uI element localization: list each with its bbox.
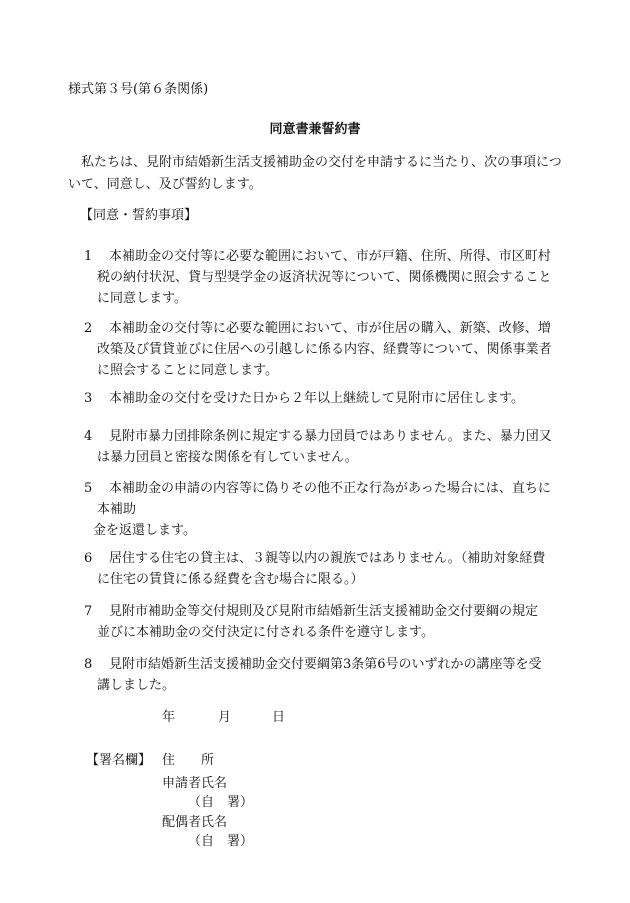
list-item [84,318,568,381]
item-text: 見附市結婚新生活支援補助金交付要綱第3条第6号のいずれかの講座等を受 [109,657,542,672]
applicant-name-label: 申請者氏名 [162,776,228,791]
date-year-label: 年 [162,710,176,725]
list-item [84,548,568,590]
item-text: 金を返還します。 [93,523,196,538]
signature-section-label: 【署名欄】 [86,753,152,768]
item-text: に照会することに同意します。 [97,363,278,378]
list-item [84,246,568,309]
item-text: に住宅の賃貸に係る経費を含む場合に限る。） [97,572,364,587]
item-text: 本補助金の交付等に必要な範囲において、市が戸籍、住所、所得、市区町村 [109,249,551,264]
spouse-name-label: 配偶者氏名 [162,815,228,830]
item-number: 2 [84,321,93,336]
list-item [84,601,568,643]
list-item [84,388,568,409]
item-number: 7 [84,604,93,619]
date-month-label: 月 [218,710,232,725]
item-number: 5 [84,481,93,496]
item-number: 8 [84,657,93,672]
item-number: 1 [84,249,93,264]
item-text: は暴力団員と密接な関係を有していません。 [97,450,358,465]
applicant-signature-note: （自 署） [188,795,254,810]
item-text: 見附市暴力団排除条例に規定する暴力団員ではありません。また、暴力団又 [109,429,552,444]
item-text: 本補助金の交付を受けた日から２年以上継続して見附市に居住します。 [109,391,524,406]
item-number: 3 [84,391,93,406]
item-text: 並びに本補助金の交付決定に付される条件を遵守します。 [97,625,434,640]
item-text: 改築及び賃貸並びに住居への引越しに係る内容、経費等について、関係事業者 [97,342,552,357]
form-number: 様式第３号(第６条関係) [68,82,209,97]
item-number: 4 [84,429,93,444]
section-heading: 【同意・誓約事項】 [80,208,198,223]
item-text: 本補助 [97,502,137,517]
list-item [84,654,568,696]
intro-paragraph: 私たちは、見附市結婚新生活支援補助金の交付を申請するに当たり、次の事項について、同意し、及び誓約します。 [68,155,562,192]
item-text: 居住する住宅の貸主は、３親等以内の親族ではありません。（補助対象経費 [109,551,546,566]
date-day-label: 日 [272,710,286,725]
item-text: 見附市補助金等交付規則及び見附市結婚新生活支援補助金交付要綱の規定 [109,604,539,619]
document-title: 同意書兼誓約書 [269,122,361,137]
item-text: 本補助金の申請の内容等に偽りその他不正な行為があった場合には、直ちに [109,481,551,496]
list-item [84,478,568,541]
item-text: 本補助金の交付等に必要な範囲において、市が住居の購入、新築、改修、増 [109,321,551,336]
address-label: 住 所 [162,753,215,768]
item-number: 6 [84,551,93,566]
list-item [84,426,568,468]
item-text: 講しました。 [97,678,176,693]
item-text: に同意します。 [97,291,187,306]
spouse-signature-note: （自 署） [188,834,254,849]
item-text: 税の納付状況、貸与型奨学金の返済状況等について、関係機関に照会すること [97,270,552,285]
